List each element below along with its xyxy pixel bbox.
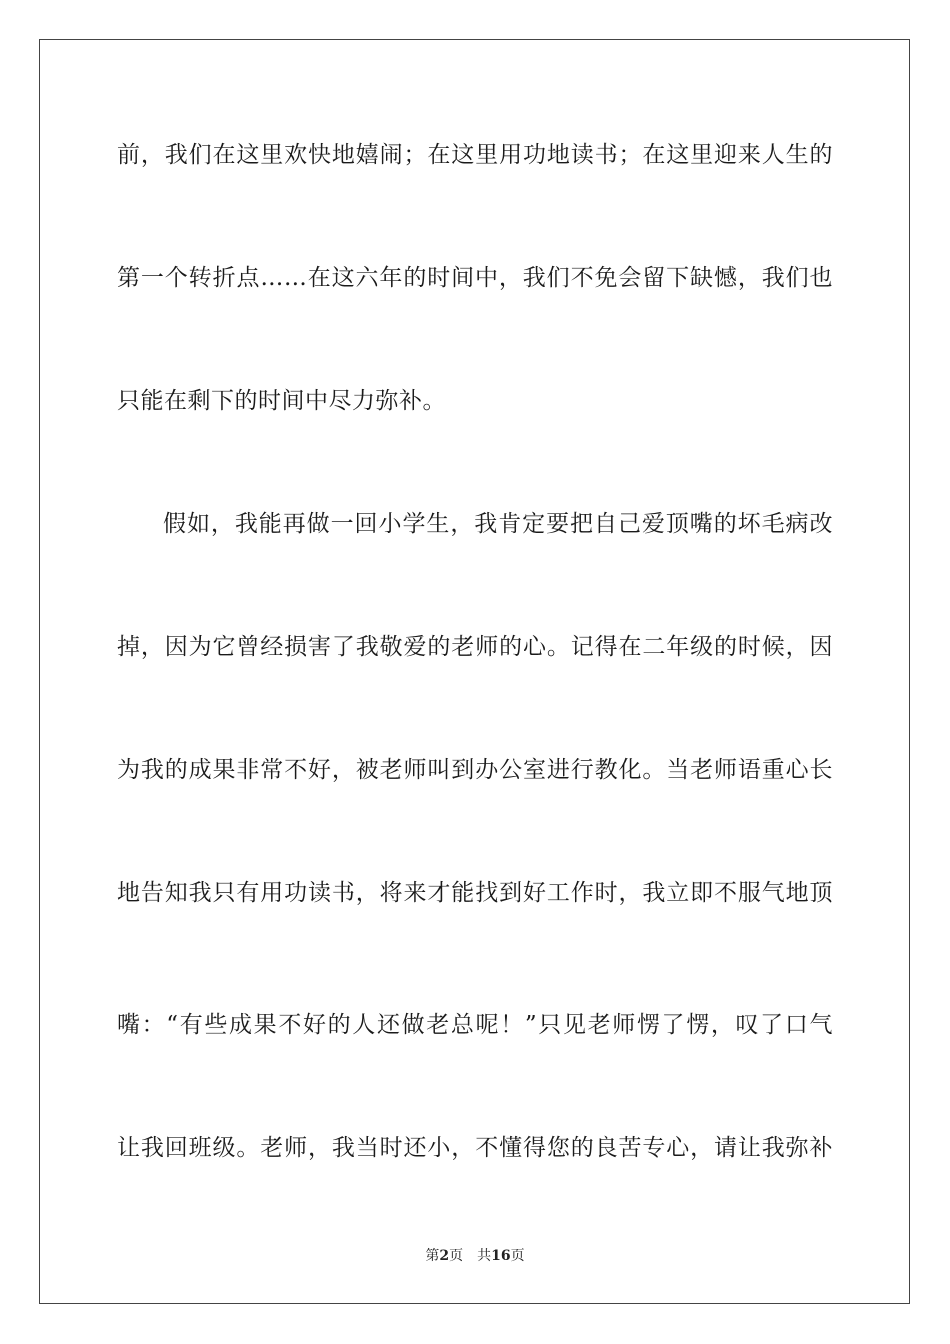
text-line-9: 让我回班级。老师，我当时还小，不懂得您的良苦专心，请让我弥补 bbox=[117, 1135, 833, 1161]
footer-page-prefix: 第 bbox=[425, 1248, 440, 1264]
text-line-1: 前，我们在这里欢快地嬉闹；在这里用功地读书；在这里迎来人生的 bbox=[117, 142, 833, 168]
text-line-8: 嘴：“有些成果不好的人还做老总呢！”只见老师愣了愣，叹了口气 bbox=[117, 1012, 833, 1038]
text-line-6: 为我的成果非常不好，被老师叫到办公室进行教化。当老师语重心长 bbox=[117, 757, 833, 783]
page-footer bbox=[0, 1247, 950, 1265]
text-line-4: 假如，我能再做一回小学生，我肯定要把自己爱顶嘴的坏毛病改 bbox=[163, 511, 833, 537]
footer-total-pages: 16 bbox=[491, 1248, 511, 1264]
footer-page-suffix: 页 bbox=[449, 1248, 464, 1264]
footer-total-prefix: 共 bbox=[477, 1248, 492, 1264]
footer-total-suffix: 页 bbox=[510, 1248, 525, 1264]
footer-page-number: 2 bbox=[439, 1248, 450, 1264]
text-line-2: 第一个转折点……在这六年的时间中，我们不免会留下缺憾，我们也 bbox=[117, 265, 833, 291]
text-line-3: 只能在剩下的时间中尽力弥补。 bbox=[117, 388, 446, 414]
text-line-5: 掉，因为它曾经损害了我敬爱的老师的心。记得在二年级的时候，因 bbox=[117, 634, 833, 660]
page-border bbox=[39, 39, 910, 1304]
text-line-7: 地告知我只有用功读书，将来才能找到好工作时，我立即不服气地顶 bbox=[117, 880, 833, 906]
